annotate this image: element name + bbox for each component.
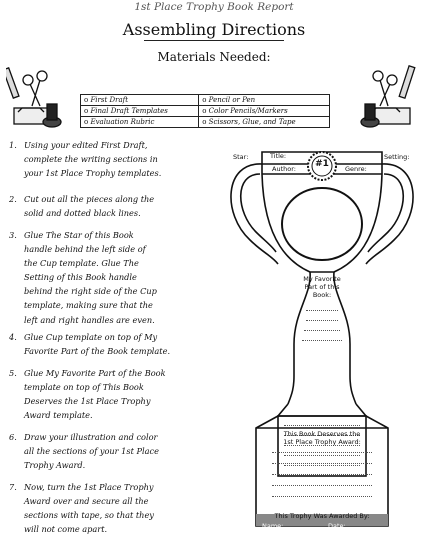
favorite-line — [304, 330, 340, 331]
material-item: o Pencil or Pen — [199, 95, 330, 106]
name-label: Name: — [262, 522, 284, 530]
award-line — [272, 485, 372, 486]
awarded-by-label: This Trophy Was Awarded By: — [274, 512, 370, 520]
step-2: 2. Cut out all the pieces along the solid and dotted black lines. — [9, 194, 155, 219]
award-line — [272, 452, 372, 453]
step-6: 6. Draw your illustration and color all the sections of your 1st Place Trophy Award. — [9, 432, 159, 471]
award-line — [272, 474, 372, 475]
award-label: This Book Deserves the 1st Place Trophy Award: — [283, 430, 361, 446]
materials-row — [81, 106, 330, 117]
star-label: Star: — [233, 153, 249, 161]
base-line — [284, 455, 360, 456]
scissors-glue-icon-right — [358, 60, 420, 136]
favorite-part-label: My Favorite Part of this Book: — [303, 275, 341, 299]
page-title: Assembling Directions — [122, 20, 306, 39]
material-item: o Scissors, Glue, and Tape — [199, 117, 330, 128]
step-4: 4. Glue Cup template on top of My Favorite Part of the Book template. — [9, 332, 171, 357]
step-7: 7. Now, turn the 1st Place Trophy Award over and secure all the sections with tape, so that they will not come apart. — [9, 482, 154, 535]
base-upper — [278, 404, 366, 416]
material-item: o First Draft — [81, 95, 199, 106]
title-underline — [144, 40, 284, 41]
step-5: 5. Glue My Favorite Part of the Book template on top of This Book Deserves the 1st Place Trophy Award template. — [9, 368, 166, 421]
base-line — [284, 425, 360, 426]
genre-label: Genre: — [345, 165, 367, 173]
material-item: o Evaluation Rubric — [81, 117, 199, 128]
materials-heading: Materials Needed: — [157, 50, 271, 64]
materials-row — [81, 95, 330, 106]
badge-number: #1 — [315, 159, 329, 169]
author-label: Author: — [272, 165, 296, 173]
base-line — [284, 465, 360, 466]
step-3: 3. Glue The Star of this Book handle behind the left side of the Cup template. Glue The Setting of this Book handle behind the right side of the Cup template, making sure that the left and right handles are even. — [9, 230, 157, 325]
award-line — [272, 463, 372, 464]
right-handle — [366, 164, 413, 264]
title-label: Title: — [270, 152, 287, 160]
setting-label: Setting: — [384, 153, 410, 161]
materials-table — [80, 94, 330, 128]
illustration-oval — [282, 188, 362, 260]
materials-row — [81, 117, 330, 128]
favorite-line — [302, 340, 342, 341]
report-label: 1st Place Trophy Book Report — [134, 1, 294, 13]
favorite-line — [306, 310, 338, 311]
material-item: o Color Pencils/Markers — [199, 106, 330, 117]
favorite-line — [306, 320, 338, 321]
material-item: o Final Draft Templates — [81, 106, 199, 117]
date-label: Date: — [328, 522, 346, 530]
left-handle — [231, 164, 278, 264]
scissors-glue-icon-left — [6, 60, 64, 136]
step-1: 1. Using your edited First Draft, complete the writing sections in your 1st Place Trophy templates. — [9, 140, 162, 179]
award-line — [272, 496, 372, 497]
